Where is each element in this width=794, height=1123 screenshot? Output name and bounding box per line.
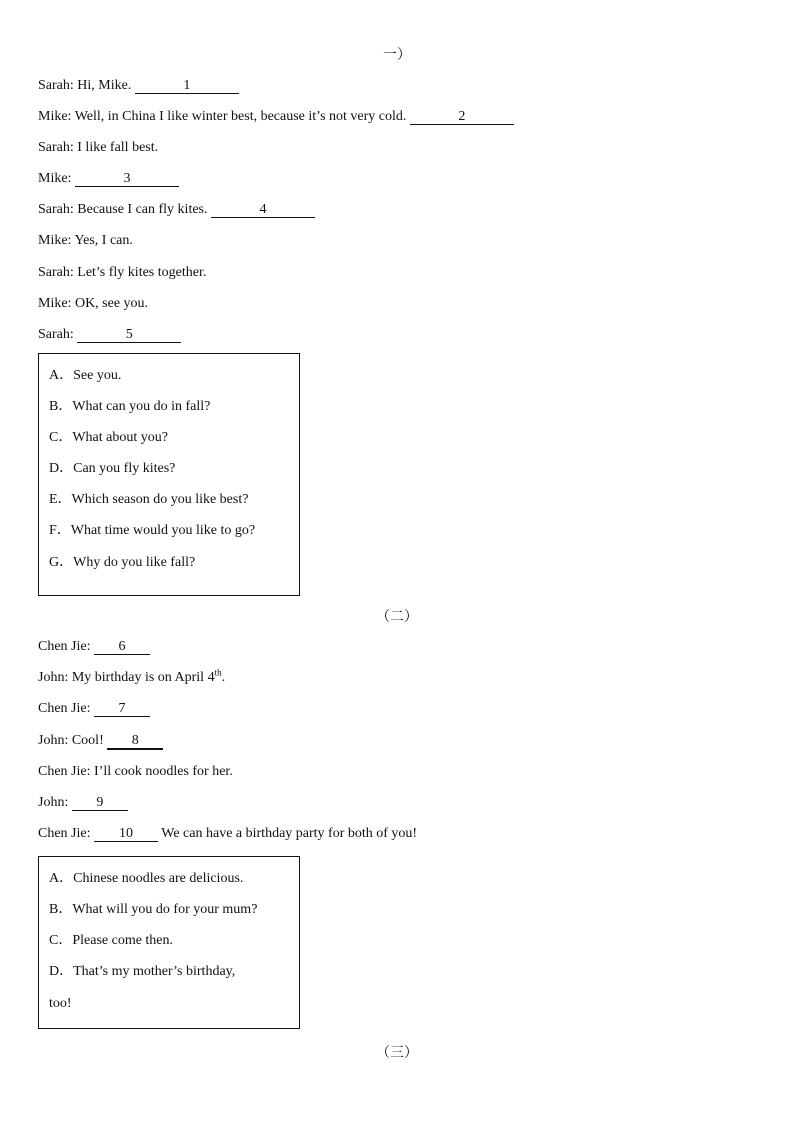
option-c: C．What about you? bbox=[49, 430, 168, 445]
dialogue-line-11 bbox=[38, 669, 225, 687]
option-d-continued: too! bbox=[49, 996, 72, 1011]
line-text: Let’s fly kites together. bbox=[77, 265, 207, 280]
speaker: Mike: bbox=[38, 171, 72, 186]
speaker: John: bbox=[38, 670, 69, 685]
section-heading-3: （三） bbox=[376, 1046, 418, 1061]
speaker: Chen Jie: bbox=[38, 826, 91, 841]
speaker: Sarah: bbox=[38, 78, 74, 93]
option-g: G．Why do you like fall? bbox=[49, 555, 196, 570]
option-a: A．Chinese noodles are delicious. bbox=[49, 871, 244, 886]
section-heading-2: （二） bbox=[376, 610, 418, 625]
line-text: Hi, Mike. bbox=[77, 78, 132, 93]
line-text: I’ll cook noodles for her. bbox=[94, 764, 233, 779]
dialogue-line-2 bbox=[38, 108, 514, 126]
speaker: Sarah: bbox=[38, 140, 74, 155]
section-heading-1: 一） bbox=[383, 48, 411, 63]
speaker: Chen Jie: bbox=[38, 639, 91, 654]
options-box-2 bbox=[38, 856, 300, 1029]
dialogue-line-4 bbox=[38, 170, 179, 188]
answer-blank-7[interactable]: 7 bbox=[94, 701, 150, 717]
speaker: Sarah: bbox=[38, 265, 74, 280]
speaker: John: bbox=[38, 733, 69, 748]
answer-blank-2[interactable]: 2 bbox=[410, 109, 514, 125]
dialogue-line-15 bbox=[38, 794, 128, 812]
answer-blank-9[interactable]: 9 bbox=[72, 795, 128, 811]
speaker: Mike: bbox=[38, 233, 72, 248]
options-box-1 bbox=[38, 353, 300, 596]
answer-blank-1[interactable]: 1 bbox=[135, 78, 239, 94]
line-text: OK, see you. bbox=[74, 296, 149, 311]
line-text: I like fall best. bbox=[77, 140, 159, 155]
dialogue-line-8 bbox=[38, 295, 148, 313]
dialogue-line-13 bbox=[38, 732, 163, 750]
line-text: Yes, I can. bbox=[74, 233, 133, 248]
answer-blank-10[interactable]: 10 bbox=[94, 826, 158, 842]
option-c: C．Please come then. bbox=[49, 933, 174, 948]
option-d: D．Can you fly kites? bbox=[49, 461, 176, 476]
dialogue-line-3 bbox=[38, 139, 158, 157]
speaker: Chen Jie: bbox=[38, 701, 91, 716]
dialogue-line-9 bbox=[38, 326, 181, 344]
dialogue-line-14 bbox=[38, 763, 233, 781]
speaker: Sarah: bbox=[38, 202, 74, 217]
line-text: We can have a birthday party for both of you! bbox=[161, 826, 418, 841]
dialogue-line-16 bbox=[38, 825, 417, 843]
speaker: Sarah: bbox=[38, 327, 74, 342]
option-f: F．What time would you like to go? bbox=[49, 523, 256, 538]
speaker: Mike: bbox=[38, 296, 72, 311]
speaker: John: bbox=[38, 795, 69, 810]
answer-blank-8[interactable]: 8 bbox=[107, 733, 163, 750]
line-text: Well, in China I like winter best, because it’s not very cold. bbox=[74, 109, 407, 124]
dialogue-line-12 bbox=[38, 700, 150, 718]
speaker: Mike: bbox=[38, 109, 72, 124]
line-text: My birthday is on April 4th. bbox=[71, 667, 226, 685]
dialogue-line-7 bbox=[38, 264, 206, 282]
dialogue-line-10 bbox=[38, 638, 150, 656]
option-a: A．See you. bbox=[49, 368, 122, 383]
line-text: Cool! bbox=[71, 733, 104, 748]
option-e: E．Which season do you like best? bbox=[49, 492, 249, 507]
answer-blank-6[interactable]: 6 bbox=[94, 639, 150, 655]
answer-blank-4[interactable]: 4 bbox=[211, 202, 315, 218]
option-b: B．What can you do in fall? bbox=[49, 399, 211, 414]
option-b: B．What will you do for your mum? bbox=[49, 902, 258, 917]
answer-blank-5[interactable]: 5 bbox=[77, 327, 181, 343]
option-d: D．That’s my mother’s birthday, bbox=[49, 964, 236, 979]
speaker: Chen Jie: bbox=[38, 764, 91, 779]
line-text: Because I can fly kites. bbox=[77, 202, 208, 217]
dialogue-line-5 bbox=[38, 201, 315, 219]
answer-blank-3[interactable]: 3 bbox=[75, 171, 179, 187]
dialogue-line-6 bbox=[38, 232, 133, 250]
dialogue-line-1 bbox=[38, 77, 239, 95]
